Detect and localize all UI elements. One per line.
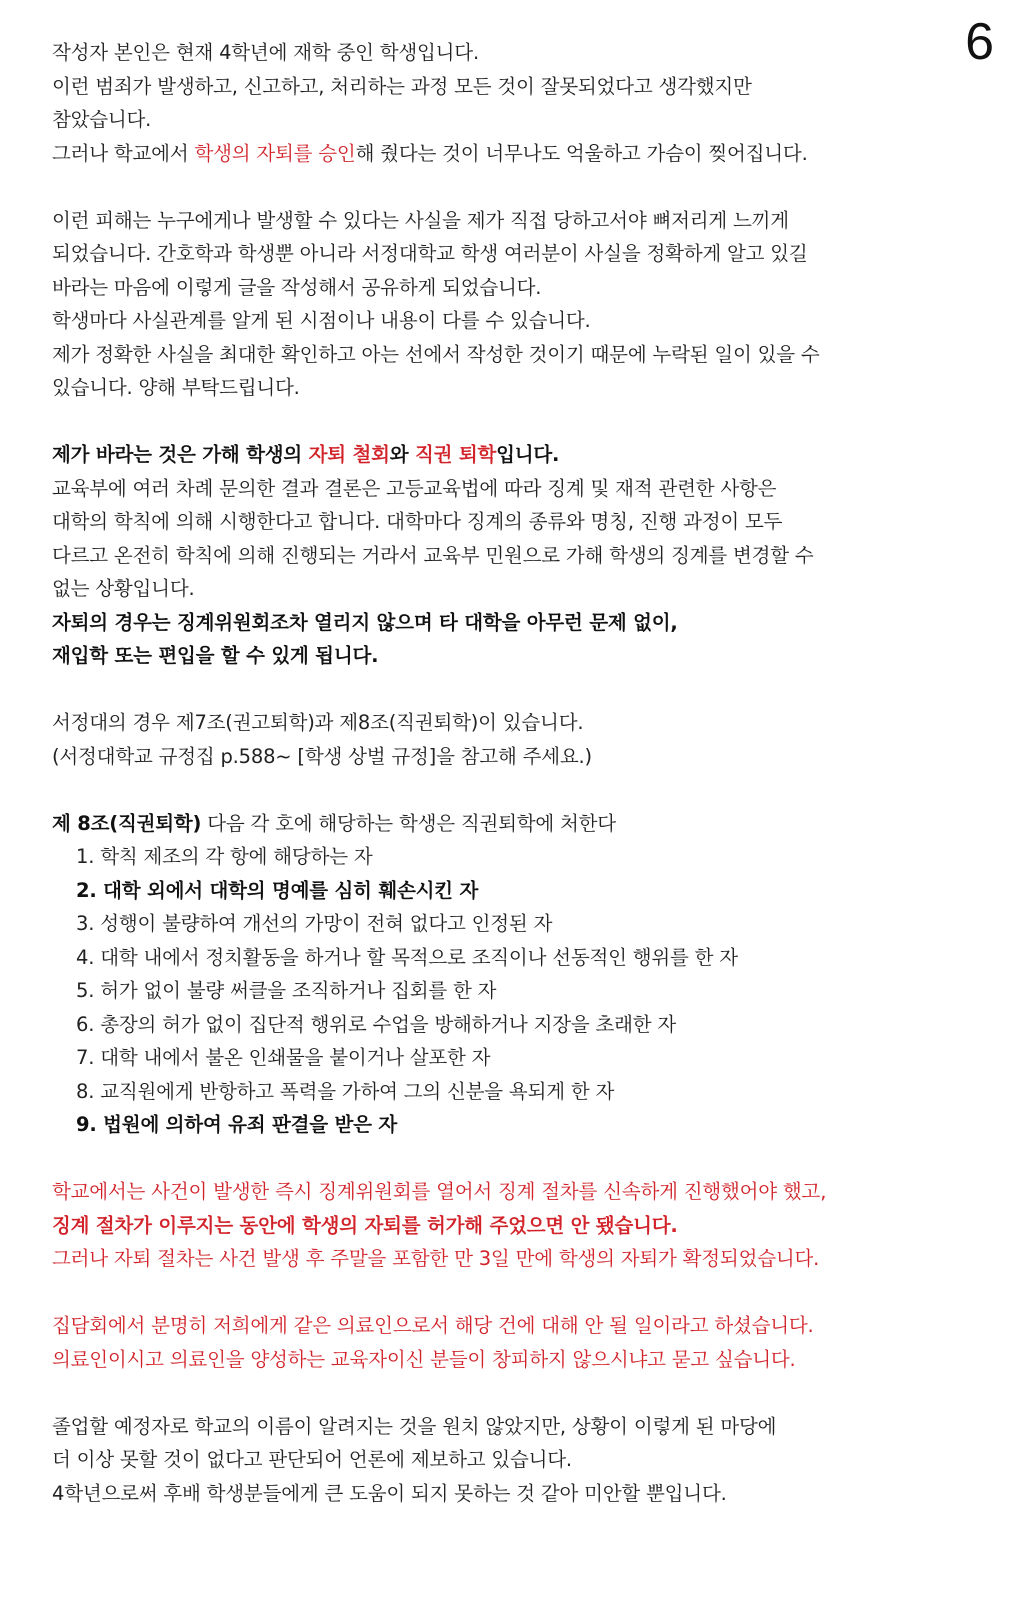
text-line: 제가 정확한 사실을 최대한 확인하고 아는 선에서 작성한 것이기 때문에 누락된 일이 있을 수 xyxy=(52,342,820,366)
text-segment: 제가 바라는 것은 가해 학생의 xyxy=(52,443,309,466)
spacer xyxy=(52,405,1002,439)
paragraph-intro xyxy=(52,36,1002,170)
paragraph-closing xyxy=(52,1410,1002,1511)
text-line: 4학년으로써 후배 학생분들에게 큰 도움이 되지 못하는 것 같아 미안할 뿐입니다. xyxy=(52,1481,727,1505)
paragraph-regulations xyxy=(52,706,1002,773)
text-line: 집담회에서 분명히 저희에게 같은 의료인으로서 해당 건에 대해 안 될 일이라고 하셨습니다. xyxy=(52,1314,814,1337)
article-item: 3. 성행이 불량하여 개선의 가망이 전혀 없다고 인정된 자 xyxy=(76,912,553,935)
article-item: 1. 학칙 제조의 각 항에 해당하는 자 xyxy=(76,845,373,868)
text-line: 서정대의 경우 제7조(권고퇴학)과 제8조(직권퇴학)이 있습니다. xyxy=(52,711,584,734)
spacer xyxy=(52,1276,1002,1310)
text-line: 있습니다. 양해 부탁드립니다. xyxy=(52,376,300,399)
article-item: 7. 대학 내에서 불온 인쇄물을 붙이거나 살포한 자 xyxy=(76,1046,491,1069)
highlighted-text: 자퇴 철회 xyxy=(308,443,390,466)
text-line: 교육부에 여러 차례 문의한 결과 결론은 고등교육법에 따라 징계 및 재적 관련한 사항은 xyxy=(52,476,777,500)
text-line: 없는 상황입니다. xyxy=(52,577,195,600)
text-line: 다르고 온전히 학칙에 의해 진행되는 거라서 교육부 민원으로 가해 학생의 징계를 변경할 수 xyxy=(52,543,814,567)
text-line: 그러나 자퇴 절차는 사건 발생 후 주말을 포함한 만 3일 만에 학생의 자퇴가 확정되었습니다. xyxy=(52,1247,820,1270)
paragraph-motivation xyxy=(52,204,1002,405)
spacer xyxy=(52,1376,1002,1410)
text-line: 재입학 또는 편입을 할 수 있게 됩니다. xyxy=(52,644,379,667)
article-item: 4. 대학 내에서 정치활동을 하거나 할 목적으로 조직이나 선동적인 행위를 한 자 xyxy=(76,945,738,969)
article-item: 2. 대학 외에서 대학의 명예를 심히 훼손시킨 자 xyxy=(76,878,479,902)
text-line: 작성자 본인은 현재 4학년에 재학 중인 학생입니다. xyxy=(52,41,479,64)
highlighted-text: 학생의 자퇴를 승인 xyxy=(194,141,356,165)
paragraph-question xyxy=(52,1309,1002,1376)
text-line: 이런 범죄가 발생하고, 신고하고, 처리하는 과정 모든 것이 잘못되었다고 생각했지만 xyxy=(52,74,752,98)
paragraph-criticism xyxy=(52,1175,1002,1276)
spacer xyxy=(52,673,1002,707)
text-line: 바라는 마음에 이렇게 글을 작성해서 공유하게 되었습니다. xyxy=(52,275,542,299)
text-line: 이런 피해는 누구에게나 발생할 수 있다는 사실을 제가 직접 당하고서야 뼈저리게 느끼게 xyxy=(52,208,789,232)
text-line: 참았습니다. xyxy=(52,108,152,131)
text-line: 징계 절차가 이루지는 동안에 학생의 자퇴를 허가해 주었으면 안 됐습니다. xyxy=(52,1213,678,1237)
text-line: 졸업할 예정자로 학교의 이름이 알려지는 것을 원치 않았지만, 상황이 이렇게 된 마당에 xyxy=(52,1414,777,1438)
article-heading xyxy=(52,807,1002,841)
text-line: 자퇴의 경우는 징계위원회조차 열리지 않으며 타 대학을 아무런 문제 없이, xyxy=(52,610,678,634)
text-line: 되었습니다. 간호학과 학생뿐 아니라 서정대학교 학생 여러분이 사실을 정확하게 알고 있길 xyxy=(52,242,808,265)
spacer xyxy=(52,1142,1002,1176)
page-number: 6 xyxy=(965,13,994,71)
text-line: 더 이상 못할 것이 없다고 판단되어 언론에 제보하고 있습니다. xyxy=(52,1448,572,1471)
text-segment: 입니다. xyxy=(496,443,560,466)
highlighted-text: 직권 퇴학 xyxy=(414,443,497,466)
article-item: 5. 허가 없이 불량 써클을 조직하거나 집회를 한 자 xyxy=(76,979,497,1002)
article-title: 제 8조(직권퇴학) xyxy=(52,811,202,835)
article-item: 6. 총장의 허가 없이 집단적 행위로 수업을 방해하거나 지장을 초래한 자 xyxy=(76,1012,677,1036)
article-intro: 다음 각 호에 해당하는 학생은 직권퇴학에 처한다 xyxy=(201,811,616,835)
text-line: 학생마다 사실관계를 알게 된 시점이나 내용이 다를 수 있습니다. xyxy=(52,309,591,332)
text-segment: 해 줬다는 것이 너무나도 억울하고 가슴이 찢어집니다. xyxy=(355,141,808,165)
text-line: 대학의 학칙에 의해 시행한다고 합니다. 대학마다 징계의 종류와 명칭, 진행 과정이 모두 xyxy=(52,510,783,533)
article-item: 8. 교직원에게 반항하고 폭력을 가하여 그의 신분을 욕되게 한 자 xyxy=(76,1079,615,1103)
text-segment: 와 xyxy=(389,443,415,466)
text-line xyxy=(52,137,1002,171)
document-body xyxy=(52,36,1002,1510)
text-segment: 그러나 학교에서 xyxy=(52,141,195,165)
text-line: 의료인이시고 의료인을 양성하는 교육자이신 분들이 창피하지 않으시냐고 묻고 싶습니다. xyxy=(52,1347,796,1371)
article-8-section xyxy=(52,807,1002,1142)
text-line xyxy=(52,438,1002,472)
article-item: 9. 법원에 의하여 유죄 판결을 받은 자 xyxy=(76,1113,398,1136)
text-line: 학교에서는 사건이 발생한 즉시 징계위원회를 열어서 징계 절차를 신속하게 진행했어야 했고, xyxy=(52,1180,827,1203)
spacer xyxy=(52,170,1002,204)
paragraph-demands xyxy=(52,438,1002,673)
text-line: (서정대학교 규정집 p.588~ [학생 상벌 규정]을 참고해 주세요.) xyxy=(52,744,592,768)
spacer xyxy=(52,773,1002,807)
